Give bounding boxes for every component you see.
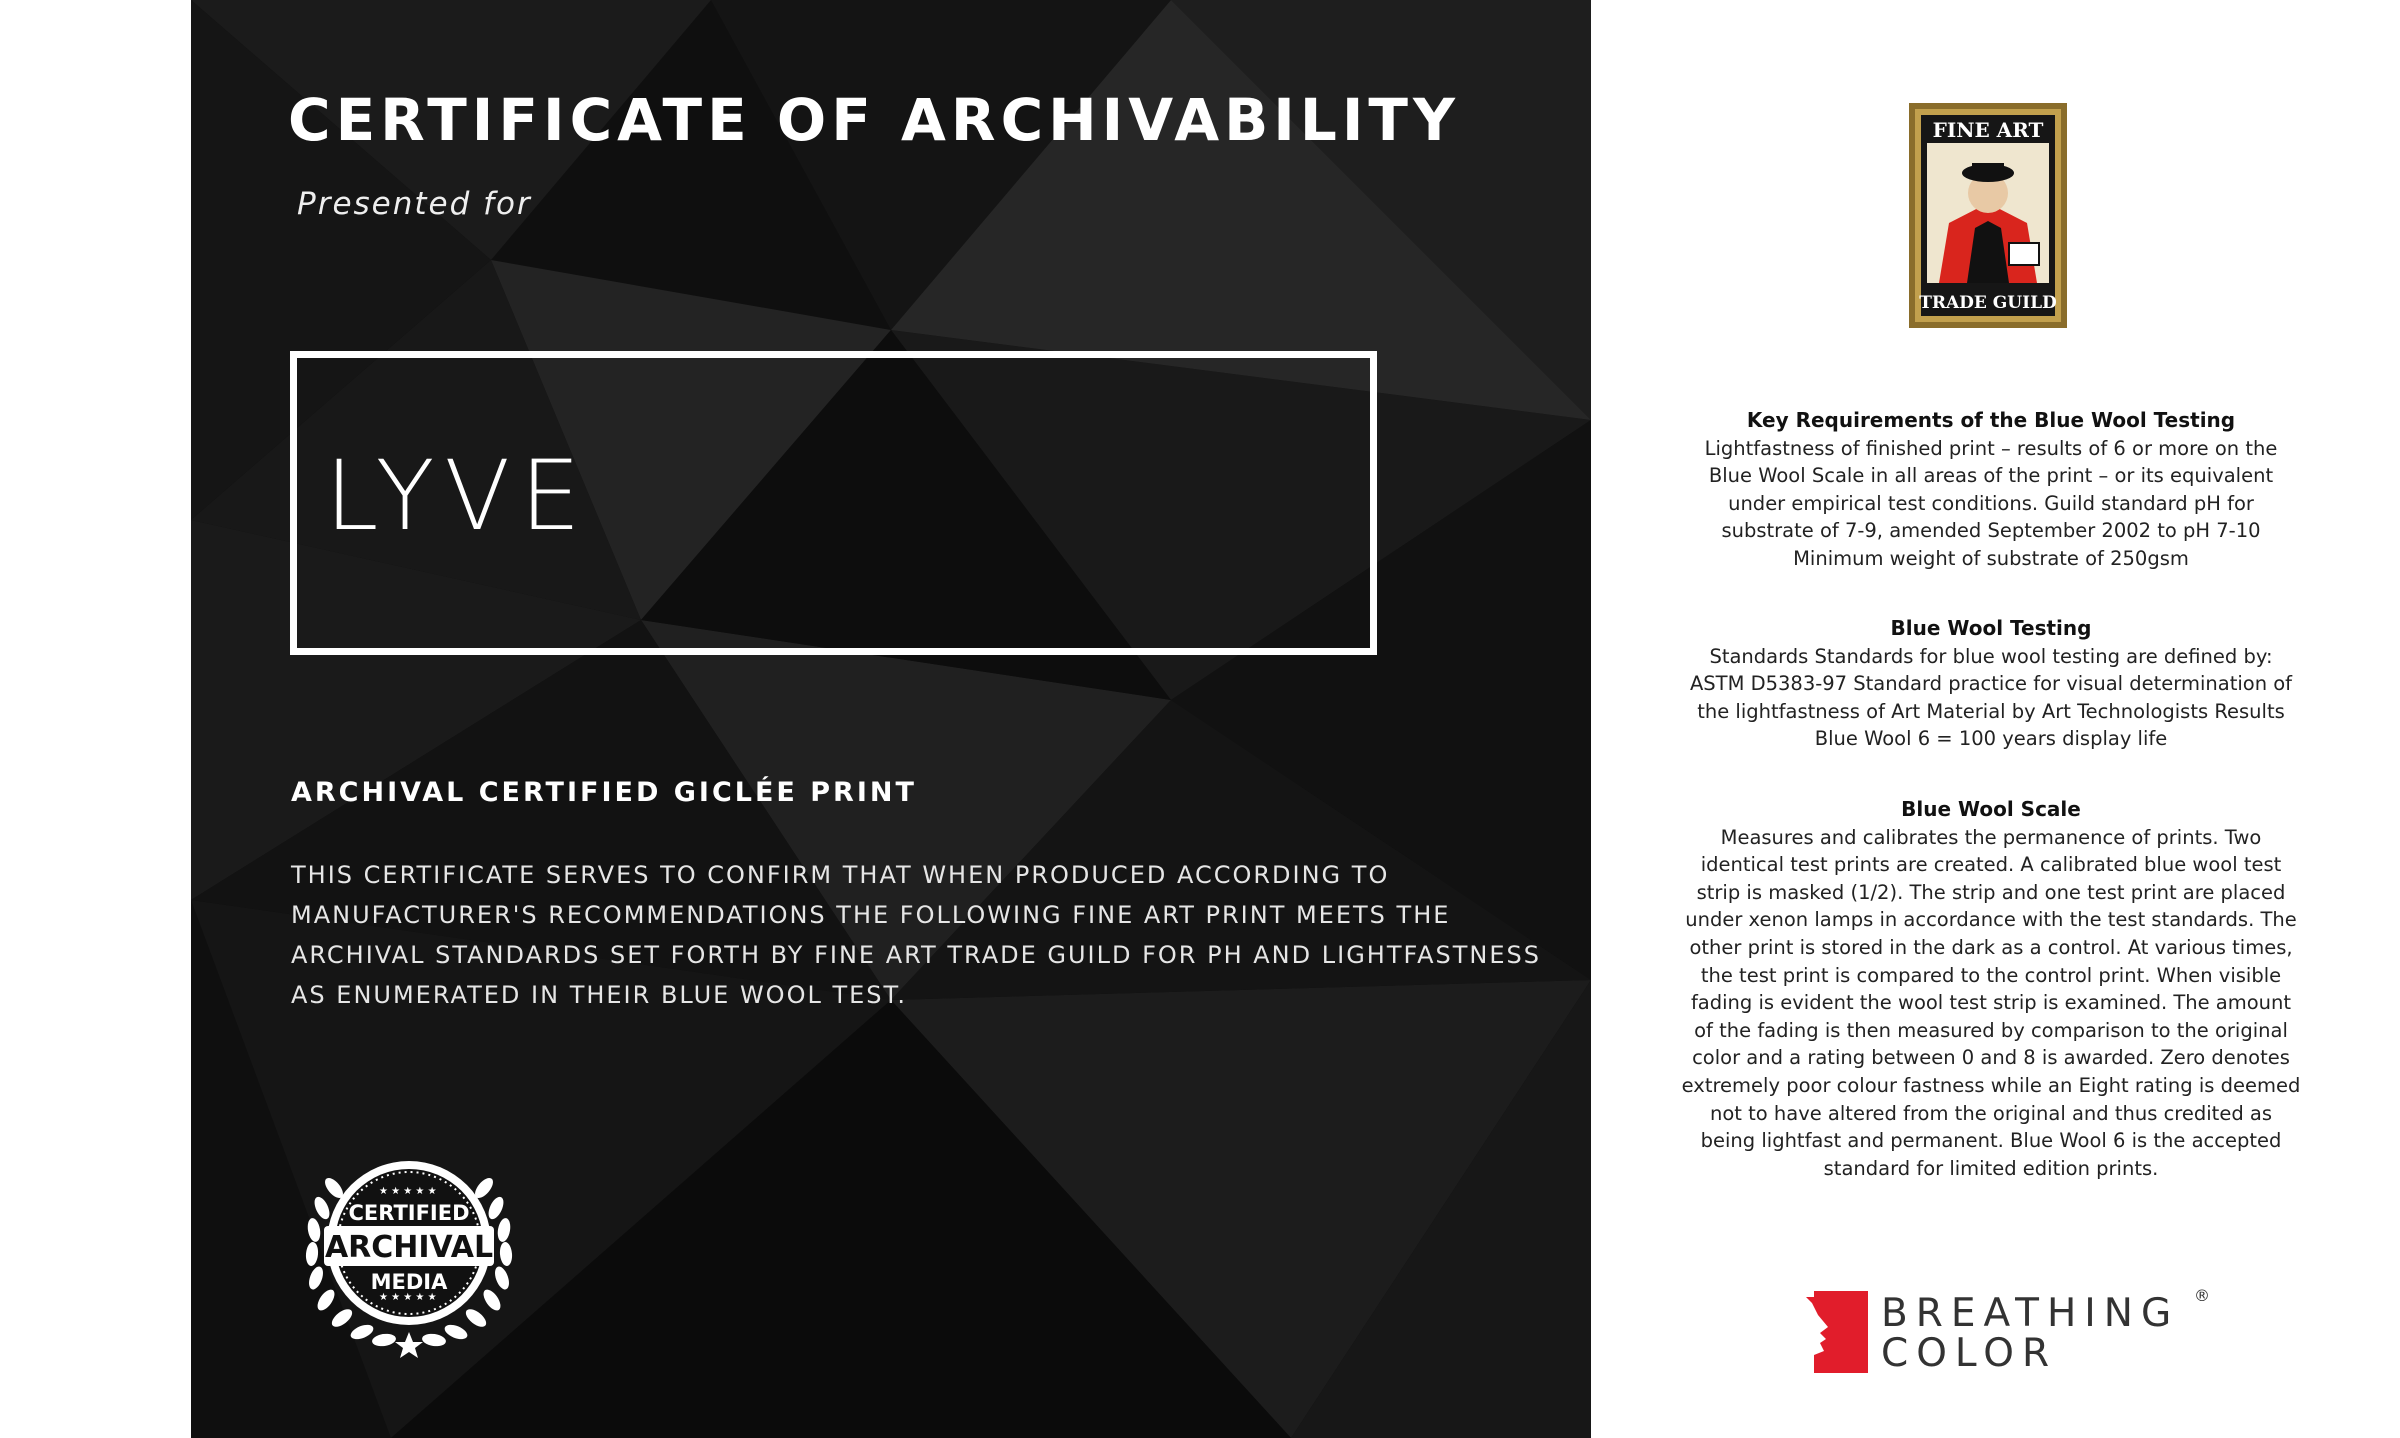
seal-middle-text: ARCHIVAL xyxy=(324,1230,494,1265)
section-heading: Blue Wool Testing xyxy=(1890,616,2092,640)
section-body: Lightfastness of finished print – results of 6 or more on the Blue Wool Scale in all areas of the print – or its equivalent under empirical test conditions. Guild standard pH for substrate of 7-9, amended September 2002 to pH 7-10 Minimum weight of substrate of 250gsm xyxy=(1704,436,2278,570)
recipient-name-box xyxy=(290,351,1377,655)
certificate-panel xyxy=(191,0,1591,1438)
breathing-color-logo xyxy=(1806,1286,2210,1376)
info-panel xyxy=(1591,0,2400,1438)
registered-mark: ® xyxy=(2194,1286,2210,1305)
guild-logo-bottom-text: TRADE GUILD xyxy=(1919,293,2057,313)
section-body: Standards Standards for blue wool testing are defined by: ASTM D5383-97 Standard practice for visual determination of the lightfastness of Art Material by Art Technologists Results Blue Wool 6 = 100 years display life xyxy=(1689,644,2293,751)
blue-wool-scale-section xyxy=(1681,796,2301,1182)
breathing-color-profile-icon xyxy=(1806,1291,1868,1373)
certificate-title: CERTIFICATE OF ARCHIVABILITY xyxy=(288,86,1460,154)
brand-line-2: COLOR xyxy=(1881,1331,2058,1376)
key-requirements-section xyxy=(1681,407,2301,573)
certificate-statement: THIS CERTIFICATE SERVES TO CONFIRM THAT WHEN PRODUCED ACCORDING TO MANUFACTURER'S RECOMMENDATIONS THE FOLLOWING FINE ART PRINT MEETS THE ARCHIVAL STANDARDS SET FORTH BY FINE ART TRADE GUILD FOR PH AND LIGHTFASTNESS AS ENUMERATED IN THEIR BLUE WOOL TEST. xyxy=(291,861,1541,1009)
seal-top-text: CERTIFIED xyxy=(348,1201,470,1225)
section-heading: Blue Wool Scale xyxy=(1901,797,2081,821)
fine-art-trade-guild-logo xyxy=(1909,103,2067,328)
brand-line-1: BREATHING xyxy=(1881,1291,2180,1336)
presented-for-label: Presented for xyxy=(297,186,532,222)
svg-text:★ ★ ★ ★ ★: ★ ★ ★ ★ ★ xyxy=(379,1186,437,1197)
seal-bottom-text: MEDIA xyxy=(370,1270,448,1294)
guild-logo-top-text: FINE ART xyxy=(1932,118,2044,142)
print-type-heading: ARCHIVAL CERTIFIED GICLÉE PRINT xyxy=(291,777,917,808)
svg-text:★ ★ ★ ★ ★: ★ ★ ★ ★ ★ xyxy=(379,1292,437,1303)
blue-wool-testing-section xyxy=(1681,615,2301,753)
section-heading: Key Requirements of the Blue Wool Testing xyxy=(1746,408,2236,432)
section-body: Measures and calibrates the permanence of prints. Two identical test prints are created. A calibrated blue wool test strip is masked (1/2). The strip and one test print are placed under xenon lamps in accordance with the test standards. The other print is stored in the dark as a control. At various times, the test print is compared to the control print. When visible fading is evident the wool test strip is examined. The amount of the fading is then measured by comparison to the original color and a rating between 0 and 8 is awarded. Zero denotes extremely poor colour fastness while an Eight rating is deemed not to have altered from the original and thus credited as being lightfast and permanent. Blue Wool 6 is the accepted standard for limited edition prints. xyxy=(1681,825,2301,1180)
recipient-name: LYVE xyxy=(325,440,591,552)
certified-archival-media-seal-icon xyxy=(294,1128,524,1358)
